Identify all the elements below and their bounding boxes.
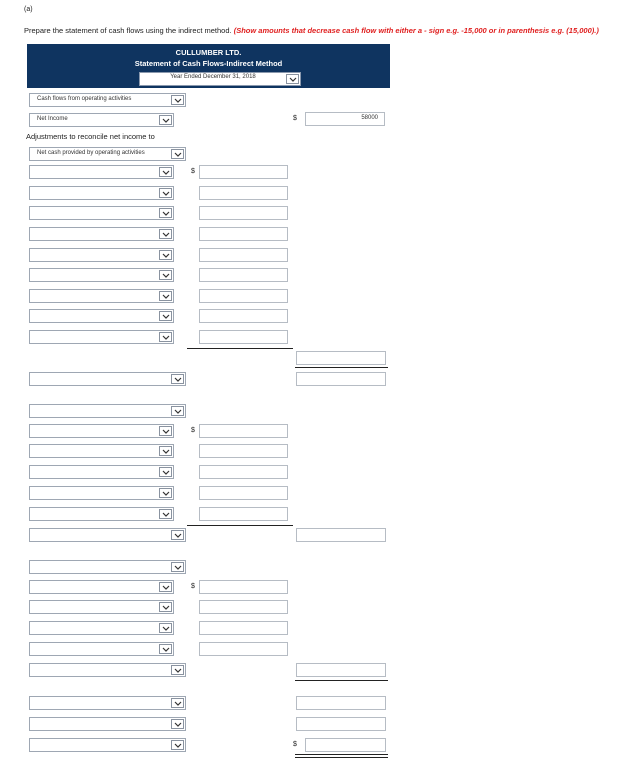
amount-input[interactable] xyxy=(296,528,386,542)
amount-input[interactable] xyxy=(296,372,386,386)
account-select[interactable] xyxy=(29,248,174,262)
adjustments-select[interactable] xyxy=(29,147,186,161)
net-income-value: 58000 xyxy=(361,115,378,121)
account-select[interactable] xyxy=(29,507,174,521)
chevron-down-icon xyxy=(159,115,172,125)
account-select[interactable] xyxy=(29,642,174,656)
chevron-down-icon xyxy=(159,509,172,519)
account-select[interactable] xyxy=(29,738,186,752)
net-income-label: Net Income xyxy=(37,116,68,122)
total-double-rule xyxy=(295,754,388,758)
chevron-down-icon xyxy=(171,406,184,416)
chevron-down-icon xyxy=(159,582,172,592)
amount-input[interactable] xyxy=(199,424,288,438)
amount-input[interactable] xyxy=(199,465,288,479)
chevron-down-icon xyxy=(171,149,184,159)
account-select[interactable] xyxy=(29,717,186,731)
amount-input[interactable] xyxy=(199,289,288,303)
period-value: Year Ended December 31, 2018 xyxy=(170,74,256,80)
account-select[interactable] xyxy=(29,560,186,574)
amount-input[interactable] xyxy=(296,663,386,677)
instructions xyxy=(24,26,599,35)
amount-input[interactable] xyxy=(199,580,288,594)
chevron-down-icon xyxy=(171,698,184,708)
account-select[interactable] xyxy=(29,227,174,241)
amount-input[interactable] xyxy=(199,642,288,656)
amount-input[interactable] xyxy=(199,248,288,262)
chevron-down-icon xyxy=(159,229,172,239)
account-select[interactable] xyxy=(29,309,174,323)
chevron-down-icon xyxy=(159,332,172,342)
chevron-down-icon xyxy=(159,270,172,280)
amount-input[interactable] xyxy=(199,600,288,614)
account-select[interactable] xyxy=(29,268,174,282)
account-select[interactable] xyxy=(29,165,174,179)
chevron-down-icon xyxy=(171,530,184,540)
instruction-text: Prepare the statement of cash flows using the indirect method. xyxy=(24,26,232,35)
chevron-down-icon xyxy=(159,291,172,301)
adjustments-value: Net cash provided by operating activities xyxy=(37,150,145,156)
chevron-down-icon xyxy=(159,167,172,177)
amount-input[interactable] xyxy=(199,330,288,344)
account-select[interactable] xyxy=(29,404,186,418)
subtotal-rule xyxy=(187,525,293,526)
amount-input[interactable] xyxy=(199,186,288,200)
account-select[interactable] xyxy=(29,424,174,438)
chevron-down-icon xyxy=(171,374,184,384)
chevron-down-icon xyxy=(286,74,299,84)
chevron-down-icon xyxy=(159,208,172,218)
amount-input[interactable] xyxy=(199,165,288,179)
chevron-down-icon xyxy=(159,188,172,198)
chevron-down-icon xyxy=(171,740,184,750)
currency-symbol: $ xyxy=(191,427,195,434)
amount-input[interactable] xyxy=(199,444,288,458)
chevron-down-icon xyxy=(171,95,184,105)
currency-symbol: $ xyxy=(191,583,195,590)
chevron-down-icon xyxy=(159,602,172,612)
currency-symbol: $ xyxy=(293,115,297,122)
operating-section-select[interactable] xyxy=(29,93,186,107)
account-select[interactable] xyxy=(29,486,174,500)
amount-input[interactable] xyxy=(296,717,386,731)
account-select[interactable] xyxy=(29,465,174,479)
account-select[interactable] xyxy=(29,372,186,386)
operating-section-value: Cash flows from operating activities xyxy=(37,96,132,102)
amount-input[interactable] xyxy=(199,268,288,282)
amount-input[interactable] xyxy=(199,621,288,635)
chevron-down-icon xyxy=(159,623,172,633)
subtotal-rule xyxy=(295,367,388,368)
net-income-input[interactable] xyxy=(305,112,385,126)
company-name: CULLUMBER LTD. xyxy=(175,48,242,57)
statement-header xyxy=(27,44,390,88)
part-label: (a) xyxy=(24,6,33,13)
account-select[interactable] xyxy=(29,186,174,200)
chevron-down-icon xyxy=(159,250,172,260)
amount-input[interactable] xyxy=(199,227,288,241)
chevron-down-icon xyxy=(171,562,184,572)
account-select[interactable] xyxy=(29,600,174,614)
chevron-down-icon xyxy=(159,426,172,436)
subtotal-rule xyxy=(295,680,388,681)
account-select[interactable] xyxy=(29,330,174,344)
chevron-down-icon xyxy=(159,644,172,654)
adjustments-label: Adjustments to reconcile net income to xyxy=(26,132,155,141)
chevron-down-icon xyxy=(159,488,172,498)
account-select[interactable] xyxy=(29,528,186,542)
instruction-hint: (Show amounts that decrease cash flow with either a - sign e.g. -15,000 or in parenthesis e.g. (15,000).) xyxy=(233,26,599,35)
chevron-down-icon xyxy=(159,311,172,321)
amount-input[interactable] xyxy=(199,486,288,500)
subtotal-rule xyxy=(187,348,293,349)
account-select[interactable] xyxy=(29,444,174,458)
amount-input[interactable] xyxy=(296,351,386,365)
amount-input[interactable] xyxy=(296,696,386,710)
amount-input[interactable] xyxy=(199,206,288,220)
account-select[interactable] xyxy=(29,580,174,594)
account-select[interactable] xyxy=(29,289,174,303)
chevron-down-icon xyxy=(171,665,184,675)
chevron-down-icon xyxy=(159,446,172,456)
chevron-down-icon xyxy=(171,719,184,729)
amount-input[interactable] xyxy=(305,738,386,752)
amount-input[interactable] xyxy=(199,507,288,521)
account-select[interactable] xyxy=(29,206,174,220)
account-select[interactable] xyxy=(29,663,186,677)
account-select[interactable] xyxy=(29,621,174,635)
chevron-down-icon xyxy=(159,467,172,477)
account-select[interactable] xyxy=(29,696,186,710)
net-income-select[interactable] xyxy=(29,113,174,127)
period-select[interactable] xyxy=(139,72,301,86)
statement-title: Statement of Cash Flows-Indirect Method xyxy=(134,59,283,68)
amount-input[interactable] xyxy=(199,309,288,323)
currency-symbol: $ xyxy=(191,168,195,175)
currency-symbol: $ xyxy=(293,741,297,748)
